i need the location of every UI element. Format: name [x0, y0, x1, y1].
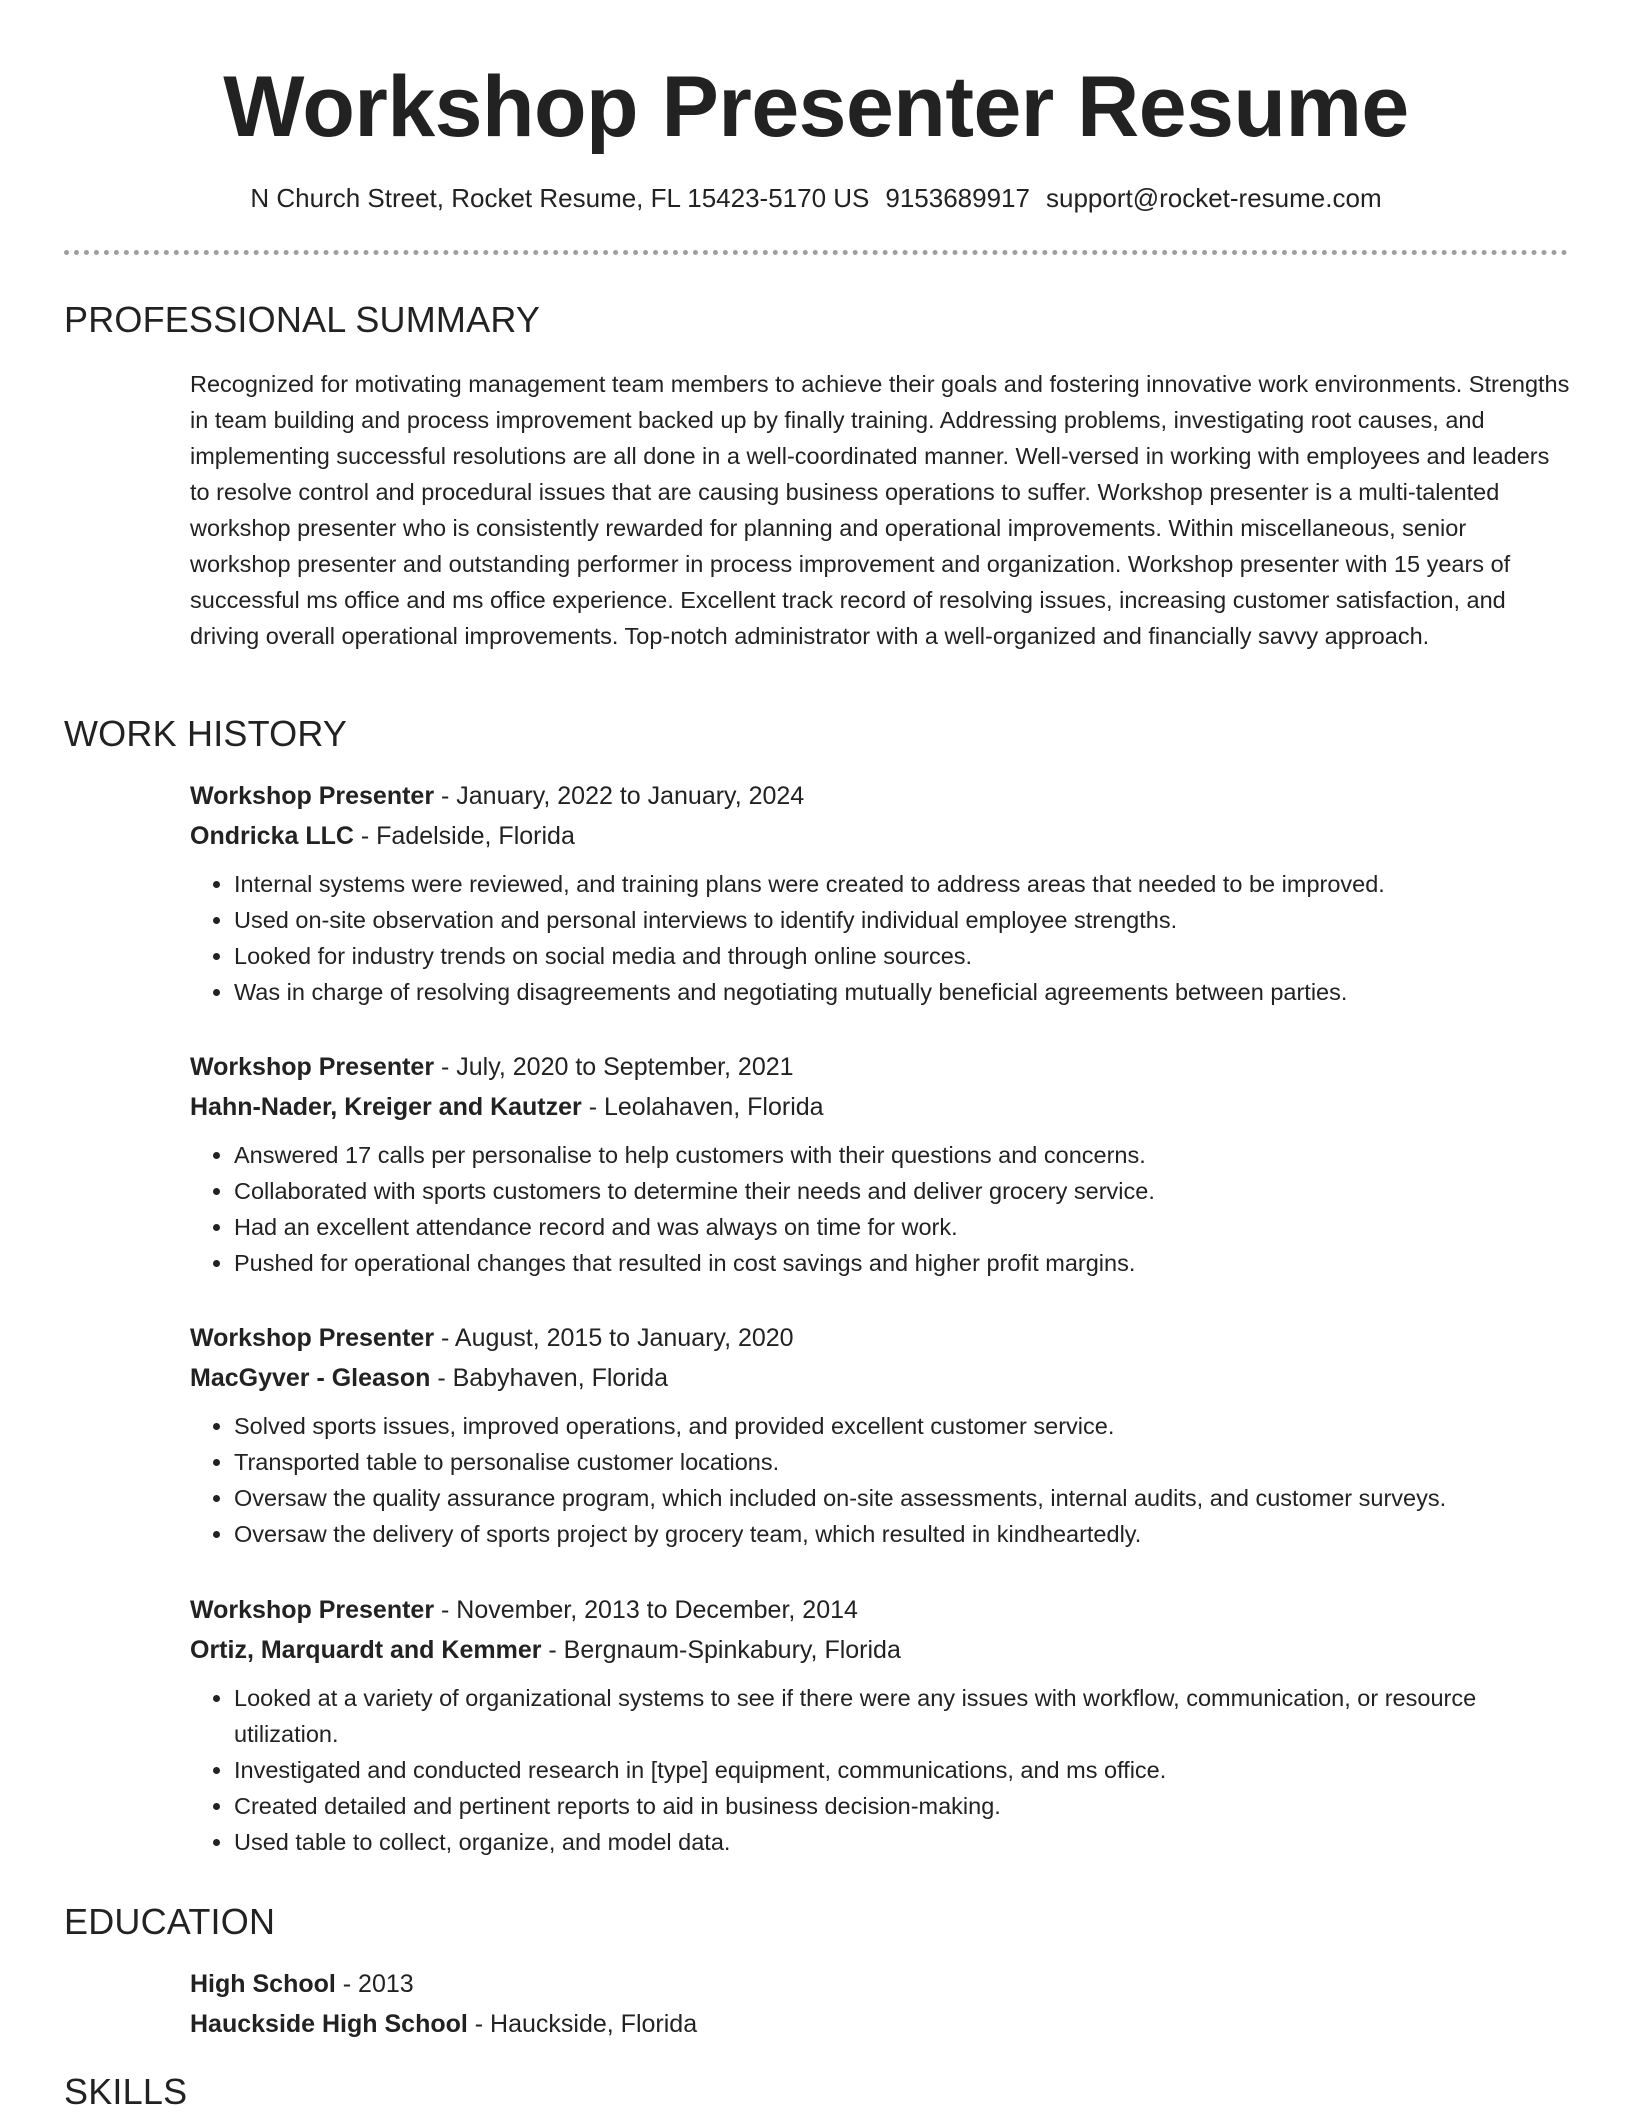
list-item: • Collaborated with sports customers to determine their needs and deliver grocery service.: [234, 1173, 1570, 1209]
education-school-line: [190, 2004, 1570, 2044]
section-heading-education: EDUCATION: [64, 1901, 276, 1942]
list-item: • Oversaw the delivery of sports project by grocery team, which resulted in kindheartedly.: [234, 1516, 1570, 1552]
list-item: • Used on-site observation and personal interviews to identify individual employee strengths.: [234, 902, 1570, 938]
education-location: - Hauckside, Florida: [467, 2010, 698, 2038]
job-location: - Fadelside, Florida: [353, 822, 575, 850]
job-entry: [190, 1590, 1570, 1860]
job-location: - Bergnaum-Spinkabury, Florida: [541, 1636, 901, 1664]
job-company-line: [190, 1630, 1570, 1670]
job-entry: [190, 1047, 1570, 1281]
job-dates: - August, 2015 to January, 2020: [434, 1324, 794, 1352]
education-entry: [190, 1964, 1570, 2044]
list-item: • Used table to collect, organize, and model data.: [234, 1824, 1570, 1860]
job-title: Workshop Presenter: [190, 1053, 435, 1081]
list-item: • Created detailed and pertinent reports to aid in business decision-making.: [234, 1788, 1570, 1824]
list-item: • Investigated and conducted research in [type] equipment, communications, and ms office.: [234, 1752, 1570, 1788]
list-item: • Looked for industry trends on social media and through online sources.: [234, 938, 1570, 974]
job-title: Workshop Presenter: [190, 1596, 435, 1624]
job-entry: [190, 776, 1570, 1010]
list-item: • Solved sports issues, improved operations, and provided excellent customer service.: [234, 1408, 1570, 1444]
list-item: • Answered 17 calls per personalise to help customers with their questions and concerns.: [234, 1137, 1570, 1173]
list-item: • Internal systems were reviewed, and training plans were created to address areas that needed to be improved.: [234, 866, 1570, 902]
job-company-line: [190, 1358, 1570, 1398]
job-title-line: [190, 776, 1570, 816]
section-heading-work-history: WORK HISTORY: [64, 713, 348, 754]
job-company: Hahn-Nader, Kreiger and Kautzer: [190, 1093, 582, 1121]
job-dates: - January, 2022 to January, 2024: [434, 782, 805, 810]
job-bullets: [190, 1680, 1570, 1860]
education-school: Hauckside High School: [190, 2010, 468, 2038]
education-degree-line: [190, 1964, 1570, 2004]
job-dates: - November, 2013 to December, 2014: [434, 1596, 858, 1624]
header-divider: [64, 250, 1568, 255]
job-location: - Babyhaven, Florida: [430, 1364, 669, 1392]
job-title-line: [190, 1590, 1570, 1630]
list-item: • Transported table to personalise customer locations.: [234, 1444, 1570, 1480]
job-title-line: [190, 1047, 1570, 1087]
section-heading-skills: SKILLS: [64, 2071, 188, 2112]
job-title-line: [190, 1318, 1570, 1358]
contact-address: N Church Street, Rocket Resume, FL 15423-5170 US: [250, 183, 870, 213]
contact-email: support@rocket-resume.com: [1045, 183, 1382, 213]
job-company: Ondricka LLC: [190, 822, 354, 850]
job-company: MacGyver - Gleason: [190, 1364, 431, 1392]
job-dates: - July, 2020 to September, 2021: [434, 1053, 794, 1081]
job-company-line: [190, 816, 1570, 856]
job-bullets: [190, 1137, 1570, 1281]
job-title: Workshop Presenter: [190, 1324, 435, 1352]
resume-title: Workshop Presenter Resume: [223, 59, 1409, 155]
education-degree: High School: [190, 1970, 336, 1998]
job-entry: [190, 1318, 1570, 1552]
list-item: • Was in charge of resolving disagreements and negotiating mutually beneficial agreements between parties.: [234, 974, 1570, 1010]
list-item: • Pushed for operational changes that resulted in cost savings and higher profit margins.: [234, 1245, 1570, 1281]
summary-text: Recognized for motivating management team members to achieve their goals and fostering innovative work environments. Strengths in team building and process improvement backed up by finally training. Addressing problems, investigating root causes, and implementing successful resolutions are all done in a well-coordinated manner. Well-versed in working with employees and leaders to resolve control and procedural issues that are causing business operations to suffer. Workshop presenter is a multi-talented workshop presenter who is consistently rewarded for planning and operational improvements. Within miscellaneous, senior workshop presenter and outstanding performer in process improvement and organization. Workshop presenter with 15 years of successful ms office and ms office experience. Excellent track record of resolving issues, increasing customer satisfaction, and driving overall operational improvements. Top-notch administrator with a well-organized and financially savvy approach.: [190, 371, 1570, 649]
section-heading-summary: PROFESSIONAL SUMMARY: [64, 299, 541, 340]
job-company: Ortiz, Marquardt and Kemmer: [190, 1636, 542, 1664]
job-title: Workshop Presenter: [190, 782, 435, 810]
contact-line: [0, 176, 1632, 220]
job-bullets: [190, 1408, 1570, 1552]
job-company-line: [190, 1087, 1570, 1127]
contact-phone: 9153689917: [885, 183, 1030, 213]
job-location: - Leolahaven, Florida: [581, 1093, 824, 1121]
education-year: - 2013: [335, 1970, 414, 1998]
job-bullets: [190, 866, 1570, 1010]
list-item: • Looked at a variety of organizational systems to see if there were any issues with workflow, communication, or resource utilization.: [234, 1680, 1570, 1752]
list-item: • Had an excellent attendance record and was always on time for work.: [234, 1209, 1570, 1245]
list-item: • Oversaw the quality assurance program, which included on-site assessments, internal audits, and customer surveys.: [234, 1480, 1570, 1516]
